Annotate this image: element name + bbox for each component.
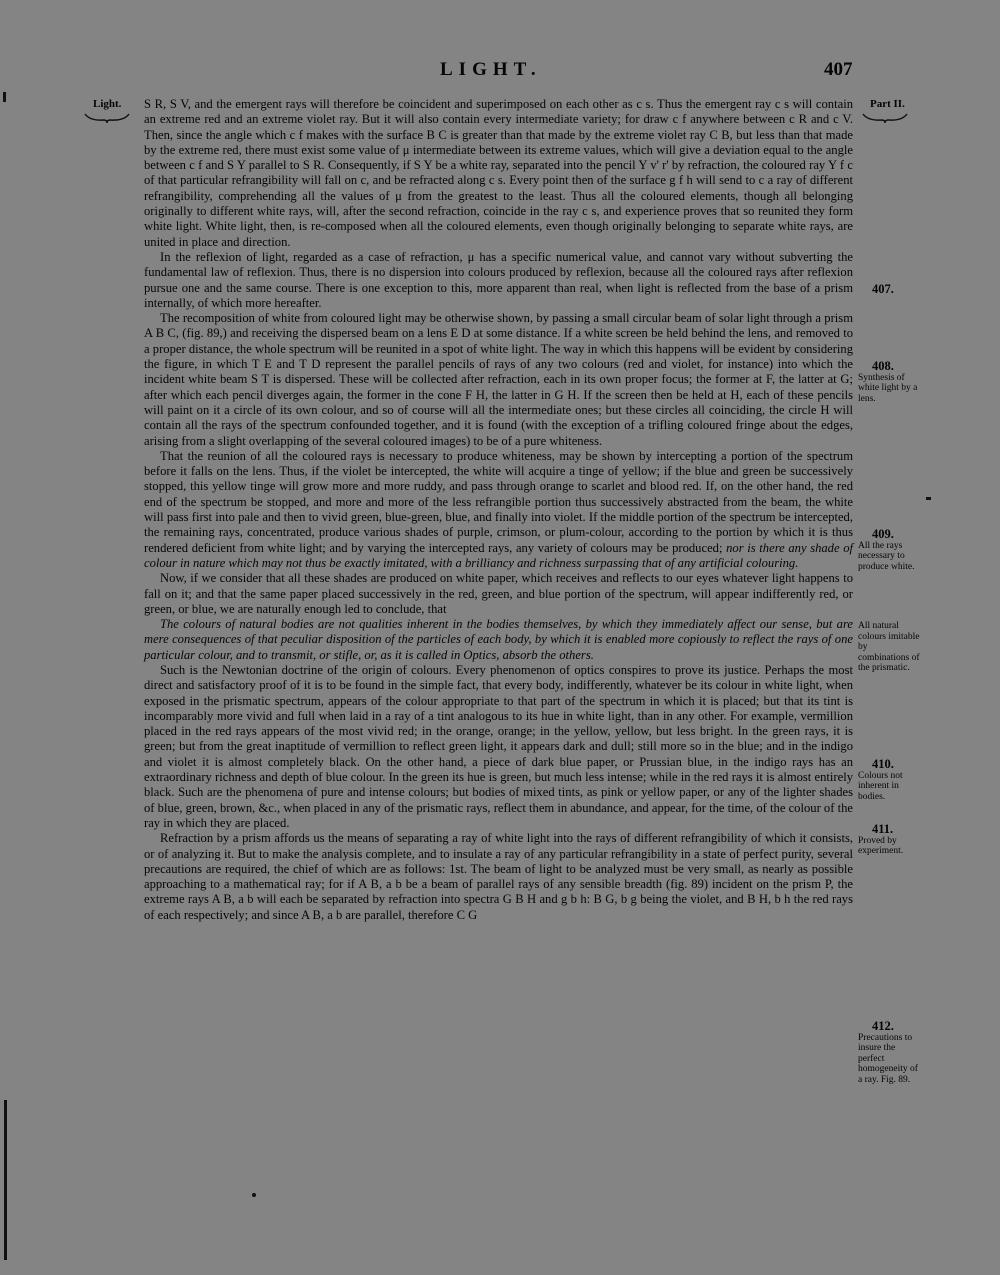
- section-number: 411.: [872, 822, 894, 836]
- article-body: [144, 97, 853, 923]
- margin-note-text: All natural colours imitable by combinations of the prismatic.: [858, 621, 920, 673]
- margin-note-407: [858, 284, 920, 296]
- paragraph-412: Refraction by a prism affords us the means of separating a ray of white light into the rays of different refrangibility of which it consists, or of analyzing it. But to make the analysis complete, and to insulate a ray of any particular refrangibility in a state of perfect purity, several precautions are required, the chief of which are as follows: 1st. The beam of light to be analyzed must be very small, as nearly as possible approaching to a mathematical ray; for if A B, a b be a beam of parallel rays of any sensible breadth (fig. 89) incident on the prism P, the extreme rays A B, a b will each be separated by refraction into spectra G B H and g b h: B G, b g being the violet, and B H, b h the red rays of each respectively; and since A B, a b are parallel, therefore C G: [144, 831, 853, 922]
- paragraph-409-italic: nor is there any shade of colour in nature which may not thus be exactly imitated, with a brilliancy and richness surpassing that of any artificial colouring.: [144, 540, 854, 570]
- paragraph-409-text: That the reunion of all the coloured rays is necessary to produce whiteness, may be shown by intercepting a portion of the spectrum before it falls on the lens. Thus, if the violet be intercepted, the white will acquire a tinge of yellow; if the blue and green be successively stopped, this yellow tinge will grow more and more ruddy, and pass through orange to scarlet and blood red. If, on the other hand, the red end of the spectrum be stopped, and more and more of the less refrangible portion thus successively abstracted from the beam, the white will pass first into pale and then to vivid green, blue-green, blue, and finally into violet. If the middle portion of the spectrum be intercepted, the remaining rays, concentrated, produce various shades of purple, crimson, or plum-colour, according to the portion by which it is thus rendered deficient from white light; and by varying the intercepted rays, any variety of colours may be produced;: [144, 448, 853, 555]
- page-title: LIGHT.: [440, 59, 542, 80]
- margin-note-text: Colours not inherent in bodies.: [858, 770, 903, 802]
- margin-note-text: All the rays necessary to produce white.: [858, 540, 915, 572]
- section-number: 409.: [872, 527, 894, 541]
- scan-speck: [926, 497, 931, 500]
- paragraph-continued: S R, S V, and the emergent rays will therefore be coincident and superimposed on each other as c s. Thus the emergent ray c s will contain an extreme red and an extreme violet ray. But it will also contain every intermediate variety; for draw c f anywhere between c R and c V. Then, since the angle which c f makes with the surface B C is greater than that made by the extreme violet ray C B, but less than that made by the extreme red, there must exist some value of μ intermediate between its extreme values, which will give a deviation equal to the angle between c f and S Y parallel to S R. Consequently, if S Y be a white ray, separated into the pencil Y v' r' by refraction, the coloured ray Y f c of that particular refrangibility will fall on c, and be refracted along c s. Every point then of the surface g f h will send to c a ray of different refrangibility, comprehending all the values of μ from the greatest to the least. Thus all the coloured elements, though all belonging originally to different white rays, will, after the second refraction, coincide in the ray c s, and experience proves that so reunited they form white light. White light, then, is re-composed when all the coloured elements, even though originally belonging to separate white rays, are united in place and direction.: [144, 97, 853, 249]
- paragraph-409: [144, 449, 853, 571]
- paragraph-408: The recomposition of white from coloured light may be otherwise shown, by passing a small circular beam of solar light through a prism A B C, (fig. 89,) and receiving the dispersed beam on a lens E D at some distance. If a white screen be held behind the lens, and removed to a proper distance, the whole spectrum will be reunited in a spot of white light. The way in which this happens will be evident by considering the figure, in which T E and T D represent the parallel pencils of rays of any two colours (red and violet, for instance) into which the incident white beam S T is dispersed. These will be collected after refraction, each in its own proper focus; the former at F, the latter at G; after which each pencil diverges again, the former in the cone F H, the latter in G H. If the screen then be held at H, each of these pencils will paint on it a circle of its own colour, and so of course will all the intermediate ones; but these circles all coinciding, the circle H will contain all the rays of the spectrum confounded together, and it is found (with the exception of a trifling coloured fringe about the edges, arising from a slight overlapping of the several coloured images) to be of a pure whiteness.: [144, 311, 853, 448]
- margin-note-411: [858, 824, 920, 857]
- paragraph-410-proposition: The colours of natural bodies are not qualities inherent in the bodies themselves, by which they immediately affect our sense, but are mere consequences of that peculiar disposition of the particles of each body, by which it is enabled more copiously to reflect the rays of one particular colour, and to transmit, or stifle, or, as it is called in Optics, absorb the others.: [144, 617, 853, 662]
- paragraph-407: In the reflexion of light, regarded as a case of refraction, μ has a specific numerical value, and cannot vary without subverting the fundamental law of reflexion. Thus, there is no dispersion into colours produced by reflexion, because all the coloured rays after reflexion pursue one and the same course. There is one exception to this, more apparent than real, when light is reflected from the base of a prism internally, of which more hereafter.: [144, 249, 853, 310]
- margin-note-409b: [858, 621, 920, 674]
- margin-note-text: Proved by experiment.: [858, 835, 904, 856]
- scan-edge-mark: [4, 1100, 7, 1260]
- scan-speck: [252, 1193, 256, 1197]
- scan-speck: [3, 92, 6, 102]
- section-number: 407.: [872, 282, 894, 296]
- margin-note-409: [858, 529, 920, 572]
- margin-note-text: Synthesis of white light by a lens.: [858, 372, 918, 404]
- brace-right-icon: [862, 112, 908, 124]
- section-number: 410.: [872, 757, 894, 771]
- margin-note-412: [858, 1021, 920, 1085]
- running-head-right: Part II.: [870, 98, 905, 110]
- paragraph-411: Such is the Newtonian doctrine of the origin of colours. Every phenomenon of optics conspires to prove its justice. Perhaps the most direct and satisfactory proof of it is to be found in the simple fact, that every body, indifferently, whatever be its colour in white light, when exposed in the prismatic spectrum, appears of the colour appropriate to that part of the spectrum in which it is placed; but that its tint is incomparably more vivid and full when laid in a ray of a tint analogous to its hue in white light, than in any other. For example, vermillion placed in the red rays appears of the most vivid red; in the orange, orange; in the yellow, yellow, but less bright. In the green rays, it is green; but from the great inaptitude of vermillion to reflect green light, it appears dark and dull; still more so in the blue; and in the indigo and violet it is almost completely black. On the other hand, a piece of dark blue paper, or Prussian blue, in the indigo rays has an extraordinary richness and depth of blue colour. In the green its hue is green, but much less intense; while in the red rays it is almost entirely black. Such are the phenomena of pure and intense colours; but bodies of mixed tints, as pink or yellow paper, or any of the lighter shades of blue, green, brown, &c., when placed in any of the prismatic rays, reflect them in abundance, and appear, for the time, of the colour of the ray in which they are placed.: [144, 662, 853, 830]
- section-number: 412.: [872, 1019, 894, 1033]
- page-number: 407: [824, 59, 853, 80]
- brace-left-icon: [84, 112, 130, 124]
- margin-note-text: Precautions to insure the perfect homogeneity of a ray. Fig. 89.: [858, 1032, 918, 1085]
- margin-note-408: [858, 361, 920, 404]
- section-number: 408.: [872, 359, 894, 373]
- margin-note-410: [858, 759, 920, 802]
- running-head-left: Light.: [93, 98, 122, 110]
- paragraph-409-continued: Now, if we consider that all these shades are produced on white paper, which receives and reflects to our eyes whatever light happens to fall on it; and that the same paper placed successively in the red, green, and blue portion of the spectrum, will appear indifferently red, or green, or blue, we are naturally enough led to conclude, that: [144, 571, 853, 616]
